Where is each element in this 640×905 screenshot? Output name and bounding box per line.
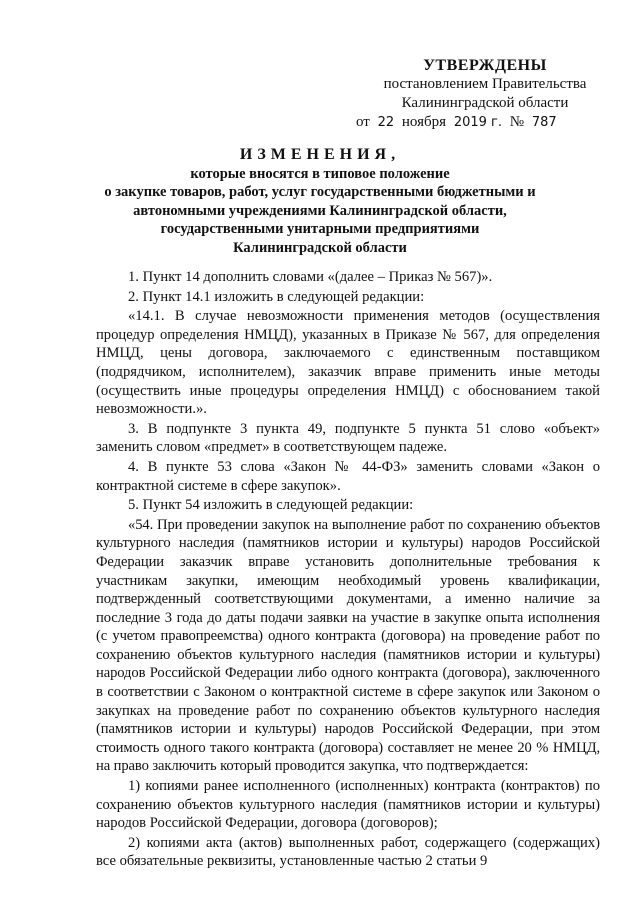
heading-line-3: автономными учреждениями Калининградской области,	[133, 202, 507, 219]
date-year: 2019 г.	[453, 115, 503, 130]
approval-block	[350, 56, 620, 132]
paragraph-9: 2) копиями акта (актов) выполненных работ, содержащего (содержащих) все обязательные реквизиты, установленные частью 2 статьи 9	[96, 834, 600, 870]
paragraph-3: «14.1. В случае невозможности применения методов (осуществления процедур определения НМЦД), указанных в Приказе № 567, для определения НМЦД, цены договора, заключаемого с единственным поставщиком (подрядчиком, исполнителем), заказчик вправе применить иные методы (осуществить иные процедуры определения НМЦД) с обоснованием такой невозможности.».	[96, 308, 600, 418]
approval-line-1: постановлением Правительства	[383, 76, 587, 92]
heading-line-1: которые вносятся в типовое положение	[190, 165, 450, 182]
paragraph-6: 5. Пункт 54 изложить в следующей редакции:	[128, 497, 414, 514]
heading-line-2: о закупке товаров, работ, услуг государственными бюджетными и	[104, 184, 536, 200]
number-sign: №	[509, 114, 525, 130]
paragraph-4: 3. В подпункте 3 пункта 49, подпункте 5 пункта 51 слово «объект» заменить словом «предмет» в соответствующем падеже.	[96, 420, 600, 456]
heading-main: ИЗМЕНЕНИЯ,	[239, 146, 401, 163]
date-day: 22	[377, 115, 395, 130]
date-prefix: от	[356, 114, 370, 130]
paragraph-2: 2. Пункт 14.1 изложить в следующей редакции:	[128, 288, 425, 305]
heading-line-5: Калининградской области	[233, 239, 407, 256]
heading-line-4: государственными унитарными предприятиями	[160, 221, 480, 237]
paragraph-1: 1. Пункт 14 дополнить словами «(далее – Приказ № 567)».	[128, 269, 493, 285]
paragraph-5: 4. В пункте 53 слова «Закон № 44-ФЗ» заменить словами «Закон о контрактной системе в сфере закупок».	[96, 458, 600, 494]
date-month: ноября	[401, 114, 447, 130]
document-heading	[95, 146, 545, 257]
document-body	[96, 268, 600, 872]
paragraph-7: «54. При проведении закупок на выполнение работ по сохранению объектов культурного наследия (памятников истории и культуры) народов Российской Федерации заказчик вправе установить дополнительные требования к участникам закупки, имеющим необходимый уровень квалификации, подтвержденный соответствующими документами, а именно наличие за последние 3 года до даты подачи заявки на участие в закупке опыта исполнения (с учетом правопреемства) одного контракта (договора) на проведение работ по сохранению объектов культурного наследия (памятников истории и культуры) народов Российской Федерации либо одного контракта (договора), заключенного в соответствии с Законом о контрактной системе в сфере закупок или Законом о закупках на проведение работ по сохранению объектов культурного наследия (памятников истории и культуры) народов Российской Федерации, при этом стоимость одного такого контракта (договора) составляет не менее 20 % НМЦД, на право заключить который проводится закупка, что подтверждается:	[96, 516, 600, 775]
paragraph-8: 1) копиями ранее исполненного (исполненных) контракта (контрактов) по сохранению объектов культурного наследия (памятников истории и культуры) народов Российской Федерации, договора (договоров);	[96, 778, 600, 832]
document-number: 787	[531, 115, 557, 130]
approval-title: УТВЕРЖДЕНЫ	[423, 57, 547, 74]
approval-line-2: Калининградской области	[401, 95, 569, 111]
approval-date-line	[356, 113, 620, 132]
